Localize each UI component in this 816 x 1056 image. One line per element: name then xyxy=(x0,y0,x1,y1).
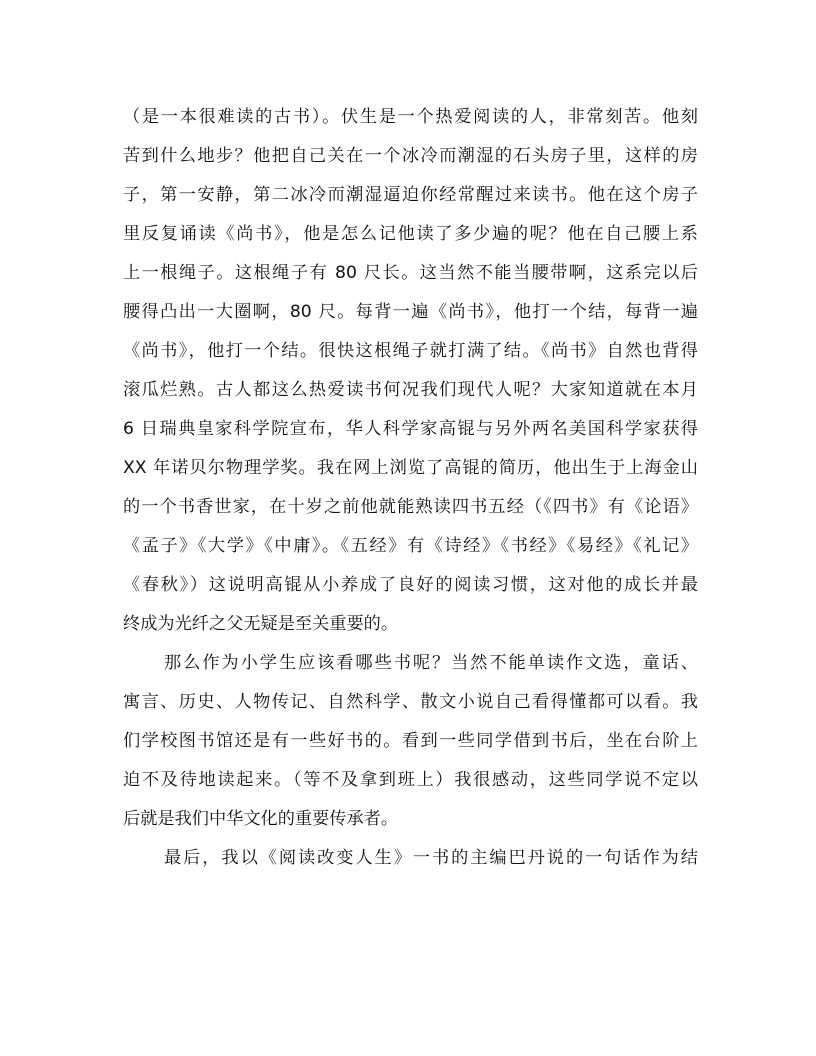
text-line: 《孟子》《大学》《中庸》。《五经》有《诗经》《书经》《易经》《礼记》 xyxy=(123,536,698,556)
text-line: 们学校图书馆还是有一些好书的。看到一些同学借到书后，坐在台阶上 xyxy=(123,731,698,751)
text-line: 腰得凸出一大圈啊，80 尺。每背一遍《尚书》，他打一个结，每背一遍 xyxy=(123,302,698,322)
text-line: 子，第一安静，第二冰冷而潮湿逼迫你经常醒过来读书。他在这个房子 xyxy=(123,185,698,205)
text-line: 迫不及待地读起来。（等不及拿到班上）我很感动，这些同学说不定以 xyxy=(123,770,698,790)
text-line: 上一根绳子。这根绳子有 80 尺长。这当然不能当腰带啊，这系完以后 xyxy=(123,263,698,283)
text-line: 苦到什么地步？他把自己关在一个冰冷而潮湿的石头房子里，这样的房 xyxy=(123,146,698,166)
text-line: 寓言、历史、人物传记、自然科学、散文小说自己看得懂都可以看。我 xyxy=(123,692,698,712)
text-line: （是一本很难读的古书）。伏生是一个热爱阅读的人，非常刻苦。他刻 xyxy=(123,107,698,127)
text-line: 滚瓜烂熟。古人都这么热爱读书何况我们现代人呢？大家知道就在本月 xyxy=(123,380,698,400)
text-line: 《尚书》，他打一个结。很快这根绳子就打满了结。《尚书》自然也背得 xyxy=(123,341,698,361)
text-line: 后就是我们中华文化的重要传承者。 xyxy=(123,809,399,829)
text-line: 里反复诵读《尚书》，他是怎么记他读了多少遍的呢？他在自己腰上系 xyxy=(123,224,698,244)
text-line: 终成为光纤之父无疑是至关重要的。 xyxy=(123,614,399,634)
text-line: 《春秋》）这说明高锟从小养成了良好的阅读习惯，这对他的成长并最 xyxy=(123,575,698,595)
text-line: 最后，我以《阅读改变人生》一书的主编巴丹说的一句话作为结 xyxy=(164,848,698,868)
text-line: XX 年诺贝尔物理学奖。我在网上浏览了高锟的简历，他出生于上海金山 xyxy=(123,458,698,478)
text-line: 的一个书香世家，在十岁之前他就能熟读四书五经（《四书》有《论语》 xyxy=(123,497,698,517)
text-line: 那么作为小学生应该看哪些书呢？当然不能单读作文选，童话、 xyxy=(164,653,698,673)
text-line: 6 日瑞典皇家科学院宣布，华人科学家高锟与另外两名美国科学家获得 xyxy=(123,419,698,439)
